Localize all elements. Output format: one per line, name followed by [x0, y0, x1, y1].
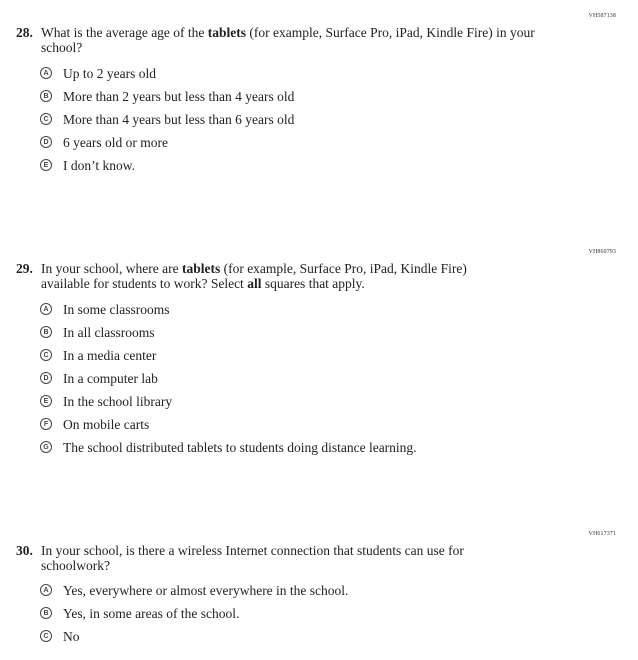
- answer-label: In all classrooms: [63, 324, 155, 340]
- answer-bubble[interactable]: D: [40, 372, 52, 384]
- question-text-part: In your school, where are: [41, 261, 182, 276]
- answer-bubble[interactable]: F: [40, 418, 52, 430]
- answer-option[interactable]: [40, 64, 156, 82]
- answer-label: More than 2 years but less than 4 years old: [63, 88, 295, 104]
- answer-bubble[interactable]: A: [40, 67, 52, 79]
- answer-option[interactable]: [40, 438, 417, 456]
- answer-label: In a computer lab: [63, 370, 158, 386]
- answer-option[interactable]: [40, 415, 149, 433]
- question-text-part: squares that apply.: [261, 276, 365, 291]
- answer-option[interactable]: [40, 346, 156, 364]
- answer-bubble[interactable]: D: [40, 136, 52, 148]
- question-text-emphasis: all: [247, 276, 262, 291]
- answer-label: The school distributed tablets to students doing distance learning.: [63, 439, 417, 455]
- answer-bubble[interactable]: B: [40, 90, 52, 102]
- question-text-emphasis: tablets: [181, 261, 221, 276]
- answer-option[interactable]: [40, 369, 158, 387]
- question-text-part: (for example, Surface Pro, iPad, Kindle Fire) available for students to work? Select: [41, 261, 467, 291]
- answer-bubble[interactable]: G: [40, 441, 52, 453]
- answer-option[interactable]: [40, 87, 294, 105]
- answer-option[interactable]: [40, 156, 135, 174]
- answer-label: In the school library: [63, 393, 173, 409]
- question-text-part: What is the average age of the: [41, 25, 208, 40]
- answer-option[interactable]: [40, 133, 168, 151]
- question-text: [41, 25, 541, 55]
- answer-bubble[interactable]: E: [40, 395, 52, 407]
- question-number: 28.: [16, 25, 33, 40]
- question-text: [41, 261, 501, 291]
- answer-label: No: [63, 628, 80, 644]
- answer-option[interactable]: [40, 110, 294, 128]
- answer-option[interactable]: [40, 581, 348, 599]
- answer-bubble[interactable]: A: [40, 303, 52, 315]
- question-number: 30.: [16, 543, 33, 558]
- answer-option[interactable]: [40, 300, 169, 318]
- answer-label: 6 years old or more: [63, 134, 168, 150]
- answer-bubble[interactable]: C: [40, 630, 52, 642]
- answer-label: In some classrooms: [63, 301, 170, 317]
- question-text-emphasis: tablets: [207, 25, 247, 40]
- question-text: [41, 543, 511, 573]
- answer-bubble[interactable]: B: [40, 607, 52, 619]
- answer-label: More than 4 years but less than 6 years old: [63, 111, 295, 127]
- answer-label: Up to 2 years old: [63, 65, 156, 81]
- question-text-part: (for example, Surface Pro, iPad, Kindle Fire) in your school?: [41, 25, 535, 55]
- answer-bubble[interactable]: A: [40, 584, 52, 596]
- answer-label: In a media center: [63, 347, 157, 363]
- question-id: VH587138: [588, 13, 616, 19]
- answer-label: Yes, everywhere or almost everywhere in the school.: [63, 582, 349, 598]
- question-number: 29.: [16, 261, 33, 276]
- answer-bubble[interactable]: B: [40, 326, 52, 338]
- answer-bubble[interactable]: E: [40, 159, 52, 171]
- answer-option[interactable]: [40, 627, 80, 645]
- answer-label: Yes, in some areas of the school.: [63, 605, 240, 621]
- answer-bubble[interactable]: C: [40, 349, 52, 361]
- question-id: VH617371: [588, 531, 616, 537]
- answer-label: On mobile carts: [63, 416, 150, 432]
- answer-option[interactable]: [40, 604, 239, 622]
- answer-option[interactable]: [40, 323, 154, 341]
- answer-option[interactable]: [40, 392, 172, 410]
- answer-bubble[interactable]: C: [40, 113, 52, 125]
- question-text-part: In your school, is there a wireless Internet connection that students can use for schoolwork?: [41, 543, 464, 573]
- question-id: VH860793: [588, 249, 616, 255]
- answer-label: I don’t know.: [63, 157, 135, 173]
